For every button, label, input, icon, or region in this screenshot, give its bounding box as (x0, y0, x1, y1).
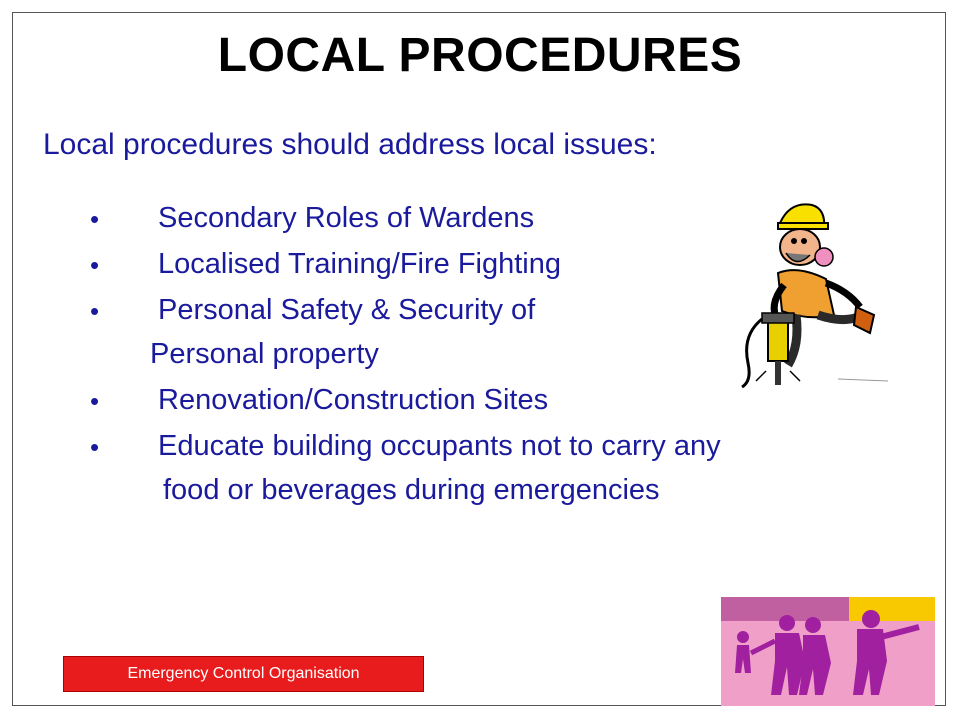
bullet-item-continuation: food or beverages during emergencies (163, 474, 660, 506)
bullet-item: Secondary Roles of Wardens (158, 202, 535, 234)
bullet-item: Renovation/Construction Sites (158, 384, 549, 416)
people-silhouettes-logo-icon (721, 597, 935, 706)
bullet-marker: • (90, 432, 100, 462)
slide-subtitle: Local procedures should address local issues: (43, 128, 657, 161)
worker-jackhammer-icon (738, 195, 896, 391)
bullet-item-continuation: Personal property (150, 338, 379, 370)
bullet-marker: • (90, 296, 100, 326)
bullet-marker: • (90, 204, 100, 234)
bullet-marker: • (90, 386, 100, 416)
footer-label: Emergency Control Organisation (63, 656, 424, 692)
bullet-item: Personal Safety & Security of (158, 294, 536, 326)
slide-title: LOCAL PROCEDURES (217, 29, 743, 82)
bullet-marker: • (90, 250, 100, 280)
bullet-item: Educate building occupants not to carry any (158, 430, 721, 462)
bullet-item: Localised Training/Fire Fighting (158, 248, 561, 280)
